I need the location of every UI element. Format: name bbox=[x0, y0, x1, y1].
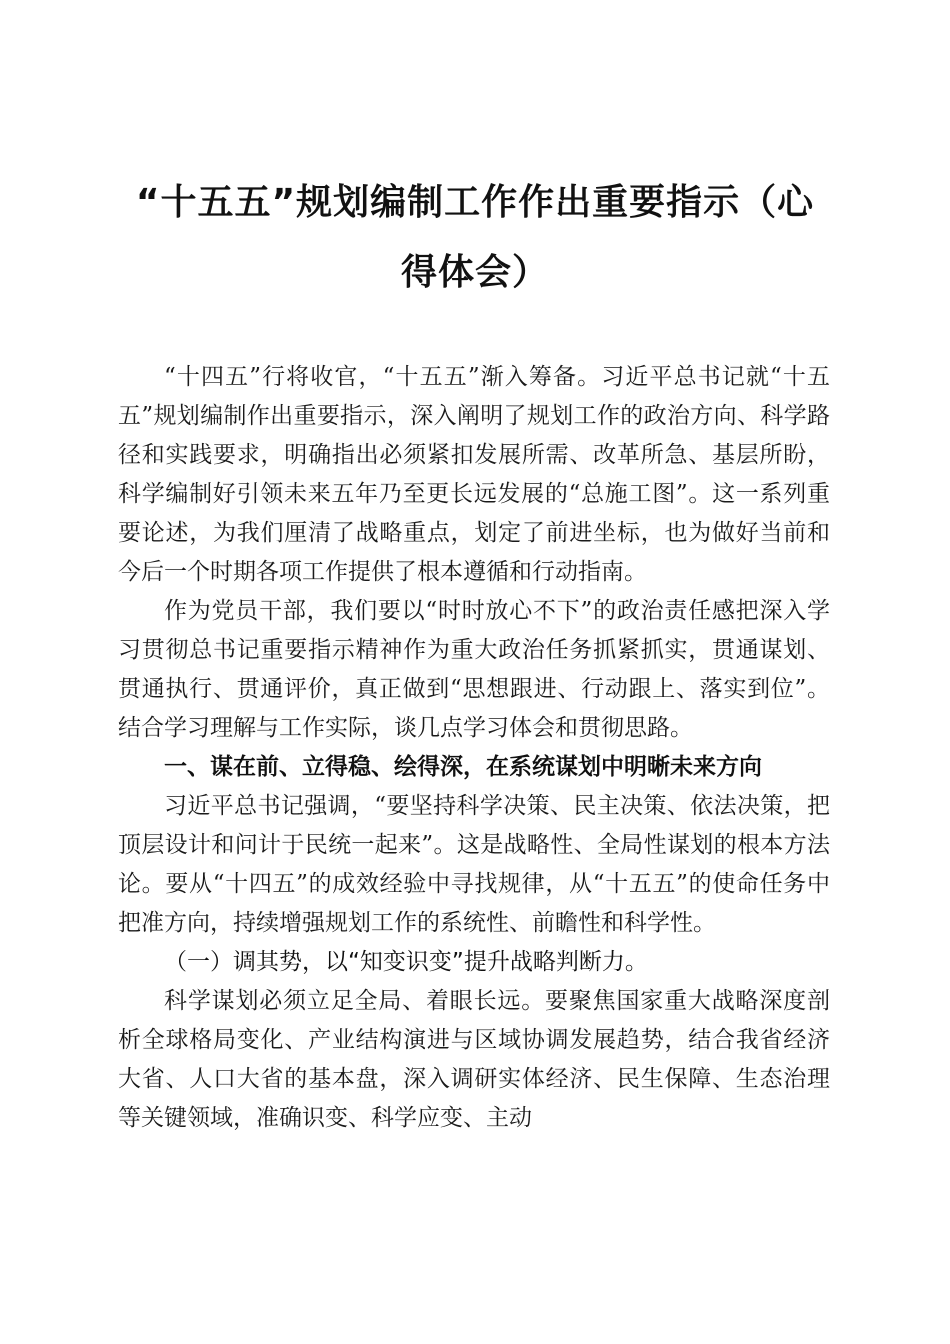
section-1-heading: 一、谋在前、立得稳、绘得深，在系统谋划中明晰未来方向 bbox=[164, 754, 762, 780]
commitment-paragraph: 作为党员干部，我们要以“时时放心不下”的政治责任感把深入学习贯彻总书记重要指示精神作为重大政治任务抓紧抓实，贯通谋划、贯通执行、贯通评价，真正做到“思想跟进、行动跟上、落实到位”。结合学习理解与工作实际，谈几点学习体会和贯彻思路。 bbox=[118, 598, 830, 741]
intro-paragraph: “十四五”行将收官，“十五五”渐入筹备。习近平总书记就“十五五”规划编制作出重要指示，深入阐明了规划工作的政治方向、科学路径和实践要求，明确指出必须紧扣发展所需、改革所急、基层所盼，科学编制好引领未来五年乃至更长远发展的“总施工图”。这一系列重要论述，为我们厘清了战略重点，划定了前进坐标，也为做好当前和今后一个时期各项工作提供了根本遵循和行动指南。 bbox=[118, 364, 830, 585]
subsection-1-heading: （一）调其势，以“知变识变”提升战略判断力。 bbox=[164, 949, 648, 975]
section-1-paragraph: 习近平总书记强调，“要坚持科学决策、民主决策、依法决策，把顶层设计和问计于民统一起来”。这是战略性、全局性谋划的根本方法论。要从“十四五”的成效经验中寻找规律，从“十五五”的使命任务中把准方向，持续增强规划工作的系统性、前瞻性和科学性。 bbox=[118, 793, 830, 936]
document-body bbox=[118, 358, 830, 1138]
subsection-1-paragraph: 科学谋划必须立足全局、着眼长远。要聚焦国家重大战略深度剖析全球格局变化、产业结构演进与区域协调发展趋势，结合我省经济大省、人口大省的基本盘，深入调研实体经济、民生保障、生态治理等关键领域，准确识变、科学应变、主动 bbox=[118, 988, 830, 1131]
document-title: “十五五”规划编制工作作出重要指示（心得体会） bbox=[135, 182, 815, 293]
